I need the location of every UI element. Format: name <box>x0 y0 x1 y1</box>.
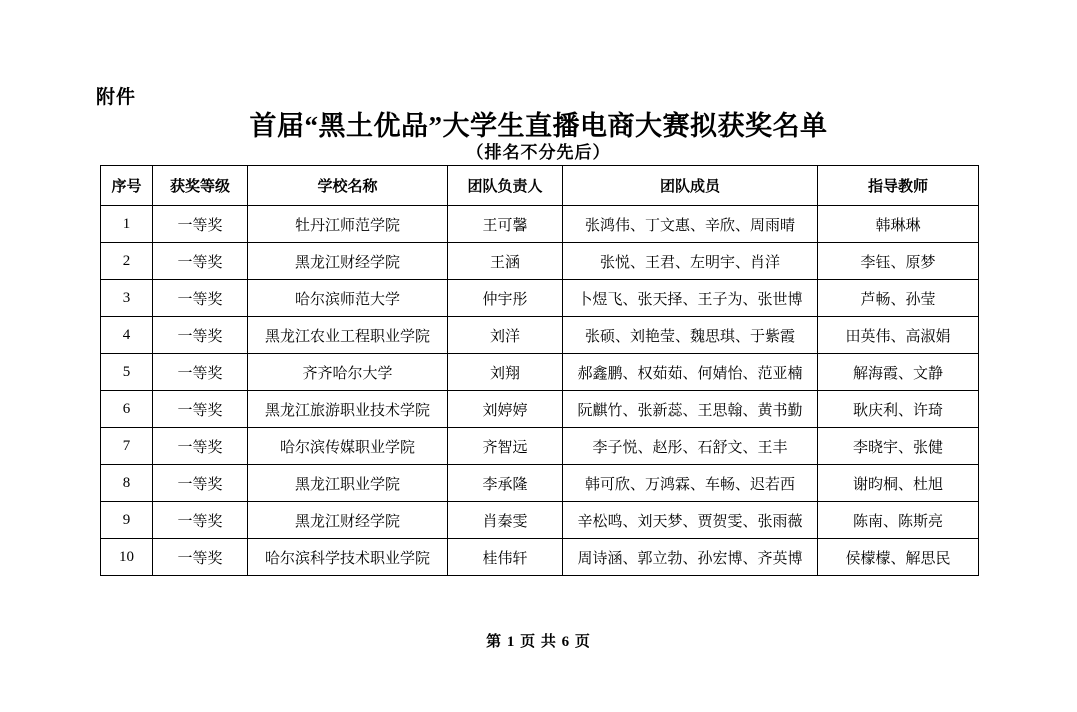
cell-leader: 桂伟轩 <box>448 539 563 576</box>
cell-members: 郝鑫鹏、权茹茹、何婧怡、范亚楠 <box>563 354 818 391</box>
cell-leader: 仲宇彤 <box>448 280 563 317</box>
page-title: 首届“黑土优品”大学生直播电商大赛拟获奖名单 <box>249 111 828 141</box>
column-header-leader: 团队负责人 <box>448 166 563 206</box>
page-footer: 第 1 页 共 6 页 <box>486 634 591 650</box>
table-body <box>101 206 979 576</box>
cell-school: 牡丹江师范学院 <box>248 206 448 243</box>
cell-no: 1 <box>101 206 153 243</box>
page-subtitle: （排名不分先后） <box>466 143 611 162</box>
table-row <box>101 206 979 243</box>
cell-school: 黑龙江农业工程职业学院 <box>248 317 448 354</box>
cell-leader: 齐智远 <box>448 428 563 465</box>
cell-no: 2 <box>101 243 153 280</box>
cell-members: 李子悦、赵彤、石舒文、王丰 <box>563 428 818 465</box>
cell-teacher: 谢昀桐、杜旭 <box>818 465 979 502</box>
table-row <box>101 428 979 465</box>
cell-members: 张悦、王君、左明宇、肖洋 <box>563 243 818 280</box>
cell-teacher: 侯檬檬、解思民 <box>818 539 979 576</box>
cell-teacher: 田英伟、高淑娟 <box>818 317 979 354</box>
award-table <box>100 165 979 576</box>
cell-members: 韩可欣、万鸿霖、车畅、迟若西 <box>563 465 818 502</box>
cell-members: 卜煜飞、张天择、王子为、张世博 <box>563 280 818 317</box>
column-header-teacher: 指导教师 <box>818 166 979 206</box>
cell-teacher: 芦畅、孙莹 <box>818 280 979 317</box>
cell-no: 10 <box>101 539 153 576</box>
cell-teacher: 解海霞、文静 <box>818 354 979 391</box>
cell-no: 3 <box>101 280 153 317</box>
cell-leader: 李承隆 <box>448 465 563 502</box>
table-row <box>101 502 979 539</box>
column-header-members: 团队成员 <box>563 166 818 206</box>
table-row <box>101 317 979 354</box>
cell-school: 哈尔滨传媒职业学院 <box>248 428 448 465</box>
cell-members: 张硕、刘艳莹、魏思琪、于紫霞 <box>563 317 818 354</box>
cell-school: 黑龙江旅游职业技术学院 <box>248 391 448 428</box>
award-table-container <box>100 165 978 576</box>
table-header <box>101 166 979 206</box>
cell-leader: 王涵 <box>448 243 563 280</box>
table-row <box>101 391 979 428</box>
cell-teacher: 韩琳琳 <box>818 206 979 243</box>
table-row <box>101 465 979 502</box>
table-row <box>101 539 979 576</box>
cell-leader: 刘翔 <box>448 354 563 391</box>
cell-members: 张鸿伟、丁文惠、辛欣、周雨晴 <box>563 206 818 243</box>
cell-no: 8 <box>101 465 153 502</box>
cell-no: 6 <box>101 391 153 428</box>
cell-no: 7 <box>101 428 153 465</box>
cell-no: 4 <box>101 317 153 354</box>
cell-school: 黑龙江财经学院 <box>248 502 448 539</box>
attachment-label: 附件 <box>96 87 137 108</box>
table-row <box>101 354 979 391</box>
cell-teacher: 李晓宇、张健 <box>818 428 979 465</box>
cell-level: 一等奖 <box>153 354 248 391</box>
cell-teacher: 李钰、原梦 <box>818 243 979 280</box>
cell-level: 一等奖 <box>153 428 248 465</box>
cell-leader: 刘婷婷 <box>448 391 563 428</box>
cell-level: 一等奖 <box>153 206 248 243</box>
cell-school: 哈尔滨科学技术职业学院 <box>248 539 448 576</box>
column-header-level: 获奖等级 <box>153 166 248 206</box>
column-header-school: 学校名称 <box>248 166 448 206</box>
cell-teacher: 耿庆利、许琦 <box>818 391 979 428</box>
column-header-no: 序号 <box>101 166 153 206</box>
cell-level: 一等奖 <box>153 539 248 576</box>
table-row <box>101 243 979 280</box>
cell-school: 黑龙江财经学院 <box>248 243 448 280</box>
cell-leader: 王可馨 <box>448 206 563 243</box>
cell-leader: 肖秦雯 <box>448 502 563 539</box>
cell-level: 一等奖 <box>153 465 248 502</box>
table-row <box>101 280 979 317</box>
cell-school: 黑龙江职业学院 <box>248 465 448 502</box>
cell-members: 辛松鸣、刘天梦、贾贺雯、张雨薇 <box>563 502 818 539</box>
cell-members: 阮麒竹、张新蕊、王思翰、黄书勤 <box>563 391 818 428</box>
cell-no: 9 <box>101 502 153 539</box>
cell-level: 一等奖 <box>153 243 248 280</box>
cell-level: 一等奖 <box>153 391 248 428</box>
cell-school: 齐齐哈尔大学 <box>248 354 448 391</box>
table-header-row <box>101 166 979 206</box>
cell-members: 周诗涵、郭立勃、孙宏博、齐英博 <box>563 539 818 576</box>
cell-level: 一等奖 <box>153 502 248 539</box>
cell-level: 一等奖 <box>153 280 248 317</box>
cell-school: 哈尔滨师范大学 <box>248 280 448 317</box>
cell-no: 5 <box>101 354 153 391</box>
cell-level: 一等奖 <box>153 317 248 354</box>
cell-teacher: 陈南、陈斯亮 <box>818 502 979 539</box>
cell-leader: 刘洋 <box>448 317 563 354</box>
